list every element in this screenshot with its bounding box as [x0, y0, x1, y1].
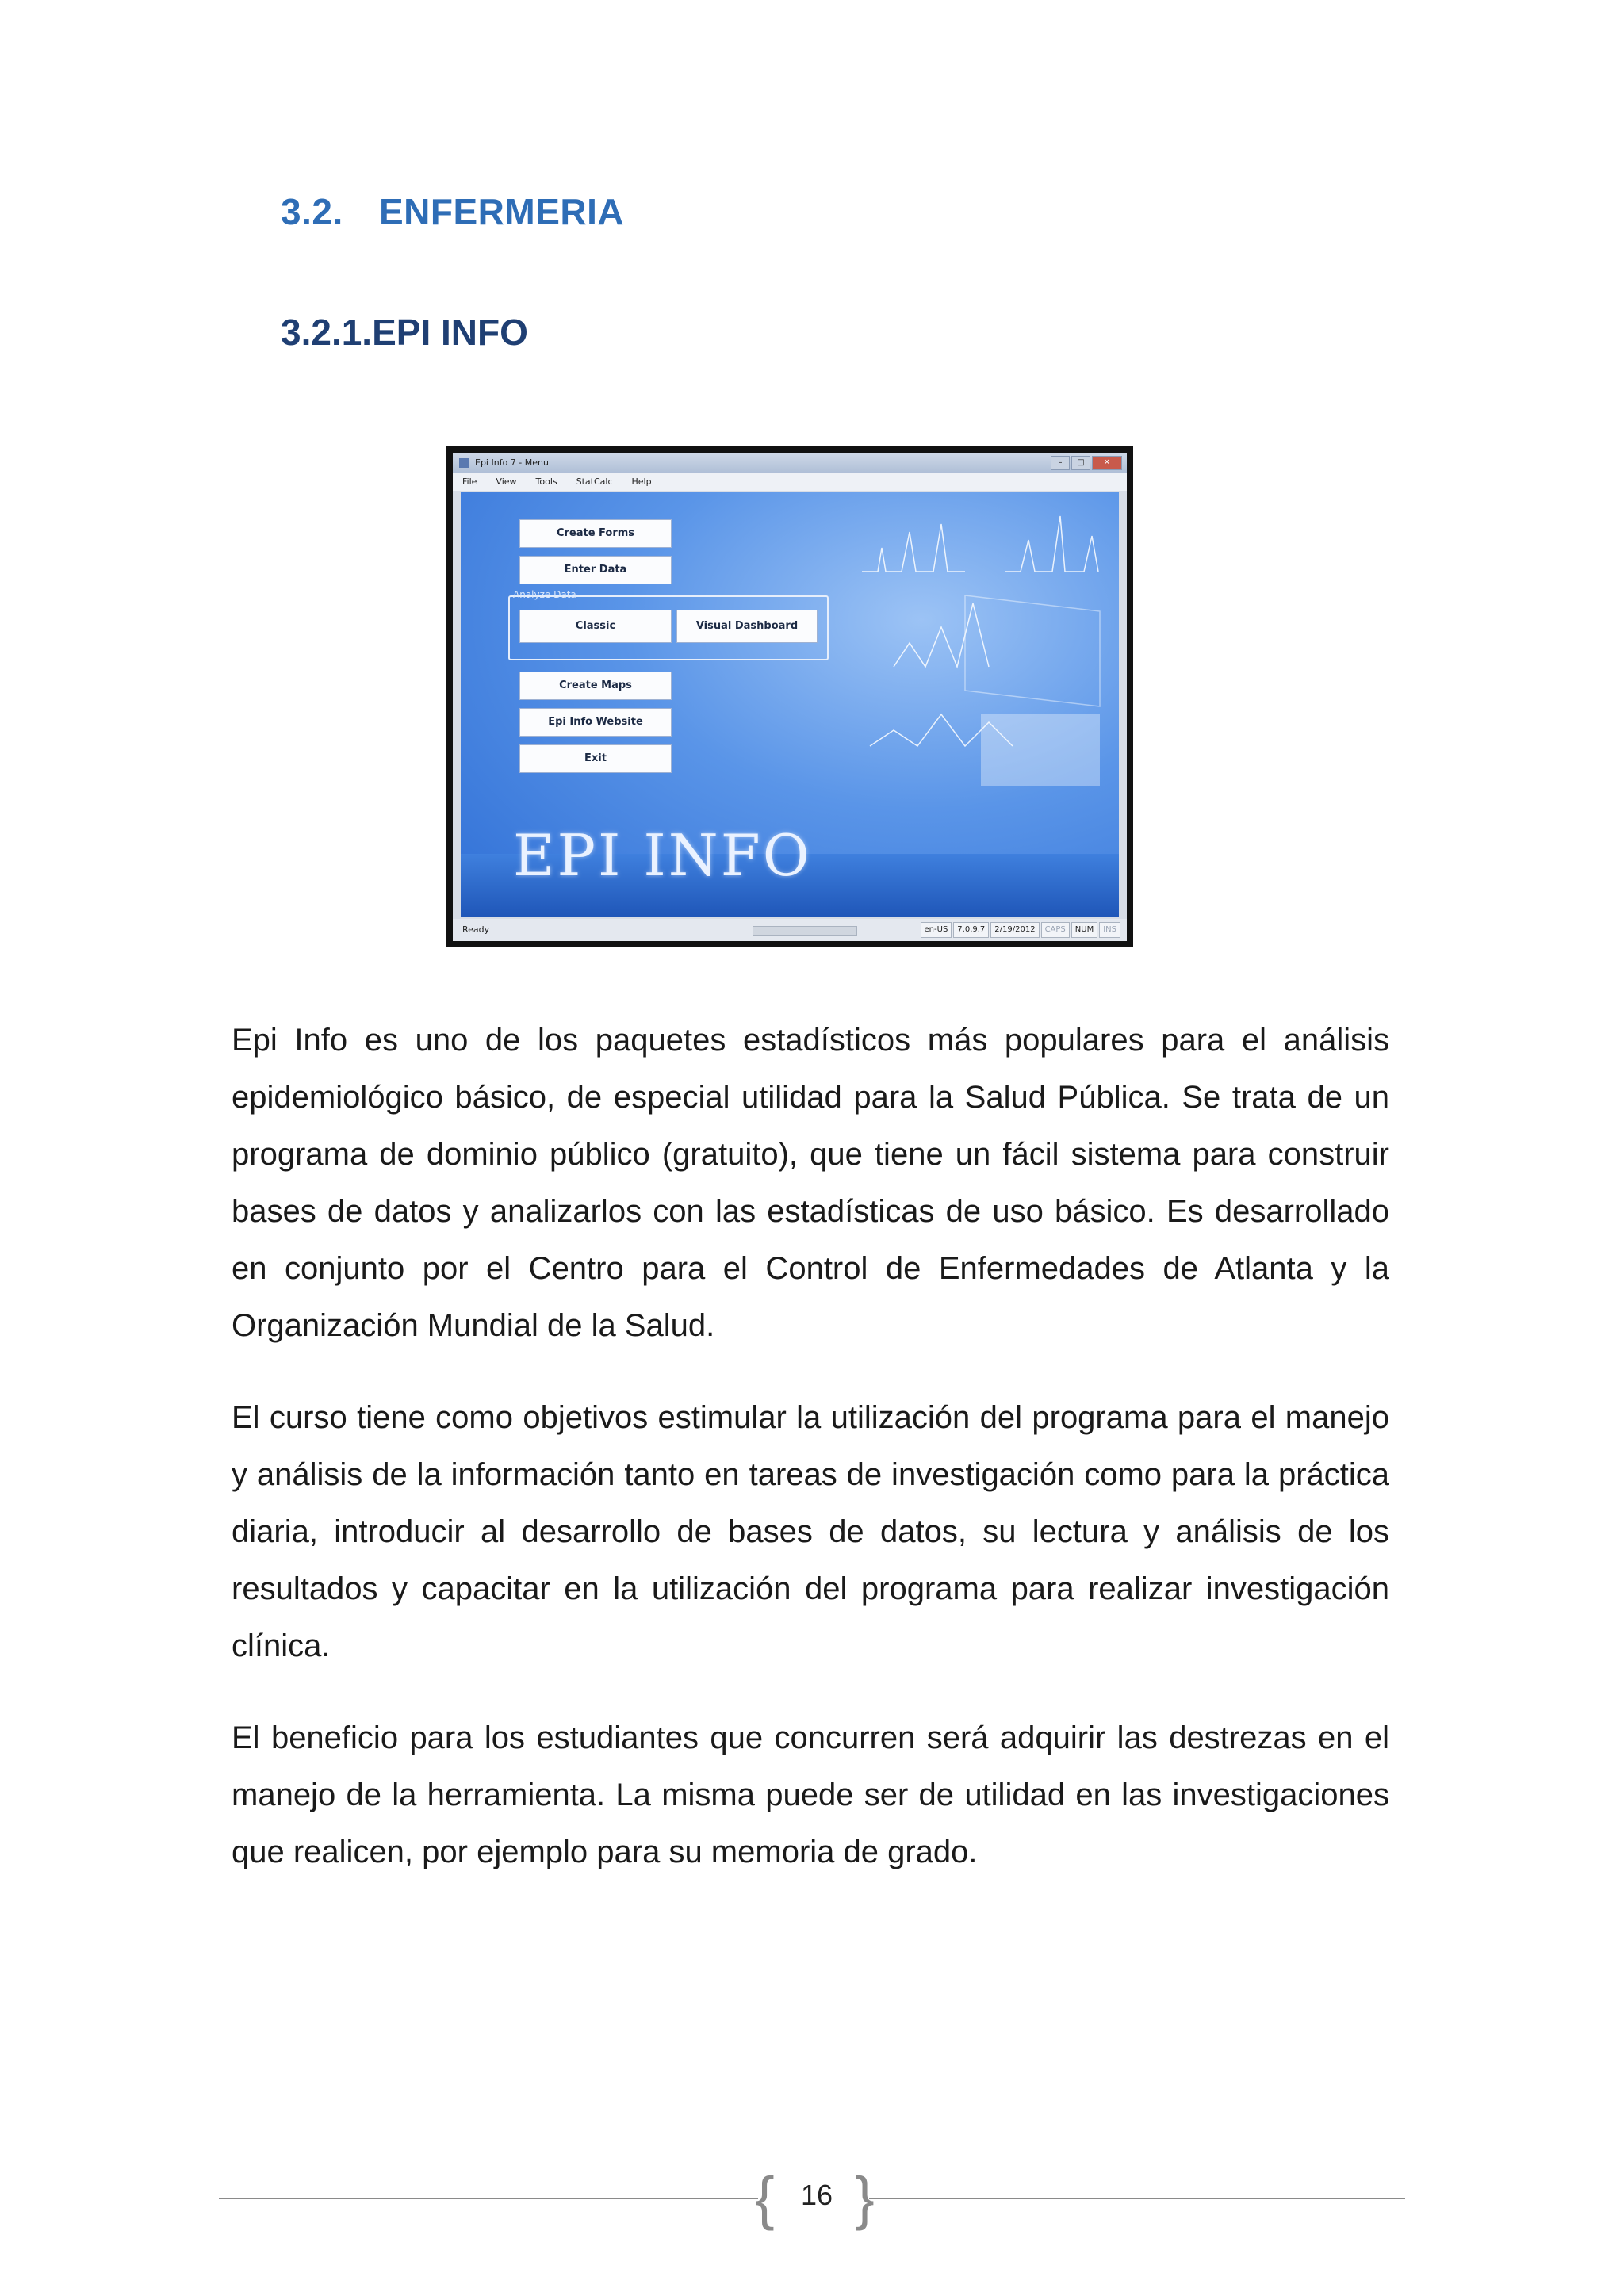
status-progress	[753, 926, 857, 936]
enter-data-button: Enter Data	[519, 556, 672, 584]
status-caps: CAPS	[1041, 922, 1070, 938]
analyze-data-label: Analyze Data	[513, 589, 576, 600]
app-client-area	[461, 492, 1119, 917]
section-title: ENFERMERIA	[379, 191, 625, 232]
paragraph-benefit: El beneficio para los estudiantes que concurren será adquirir las destrezas en el manejo de la herramienta. La misma puede ser de utilidad en las investigaciones que realicen, por ejemplo para su memoria de grado.	[232, 1720, 1389, 1869]
paragraph-intro: Epi Info es uno de los paquetes estadísticos más populares para el análisis epidemiológico básico, de especial utilidad para la Salud Pública. Se trata de un programa de dominio público (gratuito), que tiene un fácil sistema para construir bases de datos y analizarlos con las estadísticas de uso básico. Es desarrollado en conjunto por el Centro para el Control de Enfermedades de Atlanta y la Organización Mundial de la Salud.	[232, 1023, 1389, 1343]
epi-info-website-button: Epi Info Website	[519, 708, 672, 737]
page-number: 16	[800, 2179, 833, 2211]
classic-button: Classic	[519, 610, 672, 643]
exit-button: Exit	[519, 744, 672, 773]
status-ready: Ready	[462, 924, 490, 935]
paragraph-objectives: El curso tiene como objetivos estimular la utilización del programa para el manejo y análisis de la información tanto en tareas de investigación como para la práctica diaria, introducir al desarrollo de bases de datos, su lectura y análisis de los resultados y capacitar en la utilización del programa para realizar investigación clínica.	[232, 1400, 1389, 1663]
menu-help: Help	[631, 476, 652, 487]
visual-dashboard-button: Visual Dashboard	[676, 610, 818, 643]
menu-file: File	[462, 476, 477, 487]
menu-bar	[453, 473, 1127, 491]
menu-view: View	[496, 476, 517, 487]
epi-info-logo: EPI INFO	[513, 822, 812, 889]
app-icon	[459, 458, 469, 468]
menu-statcalc: StatCalc	[576, 476, 613, 487]
footer-bracket-right: }	[855, 2165, 875, 2231]
window-controls	[1051, 456, 1122, 470]
menu-tools: Tools	[535, 476, 557, 487]
status-date: 2/19/2012	[990, 922, 1039, 938]
status-bar	[453, 919, 1127, 941]
status-version: 7.0.9.7	[953, 922, 989, 938]
create-forms-button: Create Forms	[519, 519, 672, 548]
section-heading	[281, 190, 624, 233]
window-titlebar	[453, 453, 1127, 473]
status-cells	[919, 922, 1120, 938]
window-title: Epi Info 7 - Menu	[475, 457, 549, 468]
minimize-icon: –	[1051, 456, 1070, 470]
epi-info-screenshot	[446, 446, 1133, 947]
status-num: NUM	[1071, 922, 1097, 938]
create-maps-button: Create Maps	[519, 672, 672, 700]
maximize-icon: □	[1071, 456, 1090, 470]
footer-divider-right	[869, 2198, 1405, 2199]
section-number: 3.2.	[281, 191, 343, 232]
status-locale: en-US	[921, 922, 952, 938]
app-window	[453, 453, 1127, 941]
footer-bracket-left: {	[755, 2165, 775, 2231]
subsection-heading: 3.2.1.EPI INFO	[281, 312, 528, 353]
footer-divider-left	[219, 2198, 758, 2199]
chart-graphics-icon	[846, 508, 1108, 794]
close-icon: ✕	[1092, 456, 1122, 470]
status-ins: INS	[1099, 922, 1120, 938]
